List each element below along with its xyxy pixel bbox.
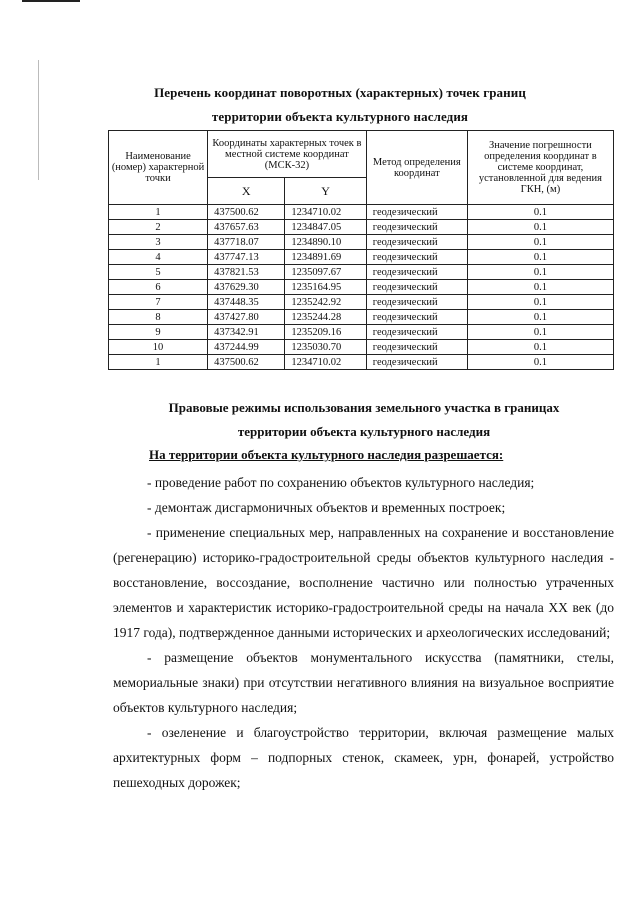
table-row: [109, 205, 614, 220]
coordinates-table: [108, 130, 614, 370]
error-value: 0.1: [467, 310, 613, 325]
header-point-name: Наименование (номер) характерной точки: [109, 131, 208, 205]
point-number: 10: [109, 340, 208, 355]
error-value: 0.1: [467, 235, 613, 250]
point-number: 6: [109, 280, 208, 295]
coord-y: 1234890.10: [285, 235, 366, 250]
error-value: 0.1: [467, 280, 613, 295]
method: геодезический: [366, 340, 467, 355]
list-item: - размещение объектов монументального искусства (памятники, стелы, мемориальные знаки) при отсутствии негативного влияния на визуальное восприятие объектов культурного наследия;: [113, 650, 614, 715]
list-item: - демонтаж дисгармоничных объектов и временных построек;: [147, 500, 506, 515]
table-row: [109, 340, 614, 355]
coord-x: 437718.07: [208, 235, 285, 250]
error-value: 0.1: [467, 250, 613, 265]
table-row: [109, 295, 614, 310]
table-row: [109, 325, 614, 340]
point-number: 4: [109, 250, 208, 265]
method: геодезический: [366, 220, 467, 235]
coord-y: 1234847.05: [285, 220, 366, 235]
point-number: 9: [109, 325, 208, 340]
coord-x: 437629.30: [208, 280, 285, 295]
error-value: 0.1: [467, 265, 613, 280]
header-y: Y: [285, 178, 366, 205]
section-title-line2: территории объекта культурного наследия: [237, 424, 491, 439]
permitted-list: [113, 470, 614, 795]
coord-y: 1234891.69: [285, 250, 366, 265]
coord-y: 1234710.02: [285, 355, 366, 370]
method: геодезический: [366, 280, 467, 295]
point-number: 1: [109, 355, 208, 370]
error-value: 0.1: [467, 220, 613, 235]
method: геодезический: [366, 355, 467, 370]
table-row: [109, 355, 614, 370]
method: геодезический: [366, 310, 467, 325]
coord-x: 437244.99: [208, 340, 285, 355]
method: геодезический: [366, 235, 467, 250]
table-row: [109, 235, 614, 250]
coord-x: 437427.80: [208, 310, 285, 325]
coord-x: 437342.91: [208, 325, 285, 340]
table-row: [109, 265, 614, 280]
point-number: 2: [109, 220, 208, 235]
list-item: - озеленение и благоустройство территории, включая размещение малых архитектурных форм – подпорных стенок, скамеек, урн, фонарей, устройство пешеходных дорожек;: [113, 725, 614, 790]
point-number: 8: [109, 310, 208, 325]
coord-y: 1235097.67: [285, 265, 366, 280]
header-method: Метод определения координат: [366, 131, 467, 205]
section-title-line1: Правовые режимы использования земельного участка в границах: [168, 400, 560, 415]
coord-x: 437747.13: [208, 250, 285, 265]
coord-x: 437657.63: [208, 220, 285, 235]
error-value: 0.1: [467, 295, 613, 310]
page-title-line1: Перечень координат поворотных (характерных) точек границ: [154, 85, 526, 100]
table-row: [109, 310, 614, 325]
error-value: 0.1: [467, 355, 613, 370]
page-title-line2: территории объекта культурного наследия: [211, 109, 469, 124]
header-x: X: [208, 178, 285, 205]
point-number: 7: [109, 295, 208, 310]
coord-x: 437821.53: [208, 265, 285, 280]
coord-x: 437500.62: [208, 205, 285, 220]
method: геодезический: [366, 265, 467, 280]
coord-y: 1235244.28: [285, 310, 366, 325]
method: геодезический: [366, 250, 467, 265]
point-number: 1: [109, 205, 208, 220]
table-row: [109, 250, 614, 265]
point-number: 5: [109, 265, 208, 280]
table-row: [109, 220, 614, 235]
method: геодезический: [366, 205, 467, 220]
method: геодезический: [366, 325, 467, 340]
permitted-heading: На территории объекта культурного наследия разрешается:: [149, 447, 504, 462]
coord-y: 1235164.95: [285, 280, 366, 295]
coord-x: 437448.35: [208, 295, 285, 310]
error-value: 0.1: [467, 340, 613, 355]
error-value: 0.1: [467, 325, 613, 340]
point-number: 3: [109, 235, 208, 250]
method: геодезический: [366, 295, 467, 310]
table-row: [109, 280, 614, 295]
header-coords-group: Координаты характерных точек в местной системе координат (МСК-32): [208, 131, 367, 178]
list-item: - проведение работ по сохранению объектов культурного наследия;: [147, 475, 535, 490]
coord-y: 1234710.02: [285, 205, 366, 220]
header-error: Значение погрешности определения координат в системе координат, установленной для ведения ГКН, (м): [467, 131, 613, 205]
coord-y: 1235030.70: [285, 340, 366, 355]
error-value: 0.1: [467, 205, 613, 220]
scan-mark-top: [22, 0, 80, 2]
coord-x: 437500.62: [208, 355, 285, 370]
coord-y: 1235242.92: [285, 295, 366, 310]
list-item: - применение специальных мер, направленных на сохранение и восстановление (регенерацию) историко-градостроительной среды объектов культурного наследия - восстановление, воссоздание, восполнение частично или полностью утраченных элементов и характеристик историко-градостроительной среды на начала XX век (до 1917 года), подтвержденное данными исторических и археологических исследований;: [113, 525, 614, 640]
coord-y: 1235209.16: [285, 325, 366, 340]
